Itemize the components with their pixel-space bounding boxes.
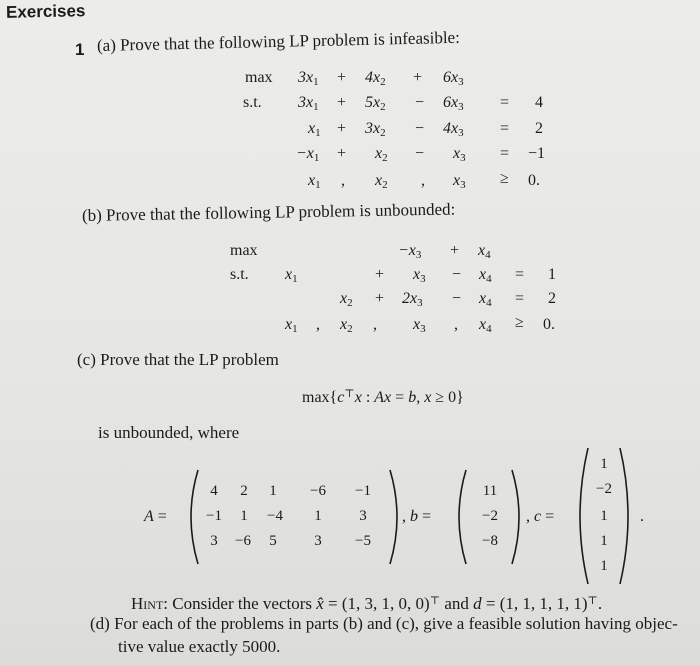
matrix-a-cell: 3 xyxy=(359,508,367,524)
b-r2-rel: = xyxy=(515,290,525,307)
a-r4-term2: $x_2$ xyxy=(375,172,388,191)
b-r1-x3: $x_3$ xyxy=(413,266,426,285)
matrix-a-cell: −1 xyxy=(355,483,371,499)
exercise-number: 1 xyxy=(75,40,85,59)
a-r2-term1: $x_1$ xyxy=(308,120,321,139)
unbounded-text: is unbounded, where xyxy=(98,423,240,442)
b-obj-x4: $x_4$ xyxy=(478,242,491,261)
b-r2-x2: $x_2$ xyxy=(340,290,353,309)
a-r4-rhs: 0. xyxy=(528,172,540,189)
b-r3-rhs: 0. xyxy=(543,316,555,333)
a-r2-rhs: 2 xyxy=(535,120,543,137)
matrix-a-cell: −4 xyxy=(267,508,283,524)
a-r3-term3: $x_3$ xyxy=(453,145,466,164)
b-obj-op: + xyxy=(450,242,460,259)
st-keyword: s.t. xyxy=(243,94,262,111)
b-r2-op2: − xyxy=(452,290,462,307)
part-a-text: Prove that the following LP problem is infeasible: xyxy=(119,27,461,55)
vector-b-cell: −2 xyxy=(482,508,498,524)
a-r1-term1: $3x_1$ xyxy=(298,94,319,113)
vector-c-cell: 1 xyxy=(600,533,608,549)
b-r3-x4: $x_4$ xyxy=(479,316,492,335)
a-r3-op2: − xyxy=(415,145,425,162)
a-r2-term3: $4x_3$ xyxy=(443,120,464,139)
part-c-statement xyxy=(77,350,279,370)
part-d-line2: tive value exactly 5000. xyxy=(118,637,281,656)
a-r3-rhs: −1 xyxy=(528,145,546,162)
a-r4-term3: $x_3$ xyxy=(453,172,466,191)
b-r3-x2: $x_2$ xyxy=(340,316,353,335)
b-r3-x1: $x_1$ xyxy=(285,316,298,335)
vector-b-right-paren xyxy=(508,468,528,566)
part-b-text: Prove that the following LP problem is unbounded: xyxy=(105,199,456,225)
matrix-a-cell: 2 xyxy=(240,483,248,499)
b-max-keyword: max xyxy=(230,242,258,259)
hint-line: Hint: Consider the vectors x̂ = (1, 3, 1, 0, 0)⊤ and d = (1, 1, 1, 1, 1)⊤. xyxy=(131,594,603,613)
vector-b-cell: −8 xyxy=(482,533,498,549)
a-r3-term2: $x_2$ xyxy=(375,145,388,164)
b-r2-x4: $x_4$ xyxy=(479,290,492,309)
a-r1-op1: + xyxy=(337,94,347,111)
vector-c-cell: 1 xyxy=(600,456,608,472)
b-r2-op: + xyxy=(375,290,385,307)
b-r1-op2: − xyxy=(452,266,462,283)
a-r2-rel: = xyxy=(500,120,510,137)
matrix-a-cell: 3 xyxy=(314,533,322,549)
a-r1-term2: $5x_2$ xyxy=(365,94,386,113)
part-d-line1: (d) For each of the problems in parts (b) and (c), give a feasible solution having objec- xyxy=(90,614,678,633)
max-keyword: max xyxy=(245,69,273,86)
b-r3-comma2: , xyxy=(373,316,377,333)
b-r1-x4: $x_4$ xyxy=(479,266,492,285)
part-c-formula: max{c⊤x : Ax = b, x ≥ 0} xyxy=(302,388,464,406)
a-r4-sep1: , xyxy=(341,172,345,189)
b-r1-rel: = xyxy=(515,266,525,283)
matrix-a-cell: −6 xyxy=(235,533,251,549)
a-r1-rhs: 4 xyxy=(535,94,543,111)
b-r2-x3: $2x_3$ xyxy=(402,290,423,309)
b-r2-rhs: 2 xyxy=(548,290,556,307)
b-r3-comma3: , xyxy=(454,316,458,333)
part-a-statement xyxy=(97,28,460,56)
a-r1-rel: = xyxy=(500,94,510,111)
a-r0-term1: $3x_1$ xyxy=(298,69,319,88)
hint-label: Hint: xyxy=(131,594,168,613)
b-r1-rhs: 1 xyxy=(548,266,556,283)
a-r3-op1: + xyxy=(337,145,347,162)
a-r0-term3: $6x_3$ xyxy=(443,69,464,88)
part-b-statement xyxy=(82,199,456,226)
b-r3-rel: ≥ xyxy=(515,314,524,331)
a-r0-op2: + xyxy=(413,69,423,86)
a-r4-sep2: , xyxy=(421,172,425,189)
a-r2-term2: $3x_2$ xyxy=(365,120,386,139)
vector-c-label: , c = xyxy=(526,508,555,525)
part-b-label: (b) xyxy=(81,205,102,225)
matrix-a-cell: −5 xyxy=(355,533,371,549)
matrix-a-cell: 3 xyxy=(210,533,218,549)
vector-b-label: , b = xyxy=(402,508,432,525)
b-r3-comma1: , xyxy=(316,316,320,333)
matrix-a-label: A = xyxy=(144,508,167,525)
a-r2-op1: + xyxy=(337,120,347,137)
a-r3-rel: = xyxy=(500,145,510,162)
a-r2-op2: − xyxy=(415,120,425,137)
part-a-label: (a) xyxy=(96,35,117,55)
vector-c-cell: 1 xyxy=(600,558,608,574)
b-r3-x3: $x_3$ xyxy=(413,316,426,335)
section-heading: Exercises xyxy=(5,1,86,22)
a-r3-term1: $-x_1$ xyxy=(296,145,320,164)
a-r0-op1: + xyxy=(337,69,347,86)
matrix-a-cell: 4 xyxy=(210,483,218,499)
a-r0-term2: $4x_2$ xyxy=(365,69,386,88)
part-d-label: (d) xyxy=(90,614,110,633)
part-c-text: Prove that the LP problem xyxy=(100,350,279,369)
matrix-a-cell: −6 xyxy=(310,483,326,499)
matrix-a-cell: 1 xyxy=(269,483,277,499)
b-r1-op: + xyxy=(375,266,385,283)
matrix-a-cell: −1 xyxy=(206,508,222,524)
b-st-keyword: s.t. xyxy=(230,266,249,283)
matrix-a-cell: 1 xyxy=(240,508,248,524)
vector-c-cell: 1 xyxy=(600,508,608,524)
a-r1-term3: $6x_3$ xyxy=(443,94,464,113)
matrix-a-cell: 5 xyxy=(269,533,277,549)
vector-b-left-paren xyxy=(450,468,470,566)
vector-c-cell: −2 xyxy=(596,481,612,497)
a-r1-op2: − xyxy=(415,94,425,111)
matrix-end-dot: . xyxy=(640,508,644,525)
a-r4-term1: $x_1$ xyxy=(308,172,321,191)
vector-b-cell: 11 xyxy=(482,483,498,499)
b-obj-x3: $-x_3$ xyxy=(398,242,422,261)
part-c-label: (c) xyxy=(77,350,96,369)
b-r1-x1: $x_1$ xyxy=(285,266,298,285)
matrix-a-cell: 1 xyxy=(314,508,322,524)
a-r4-rel: ≥ xyxy=(500,170,509,187)
